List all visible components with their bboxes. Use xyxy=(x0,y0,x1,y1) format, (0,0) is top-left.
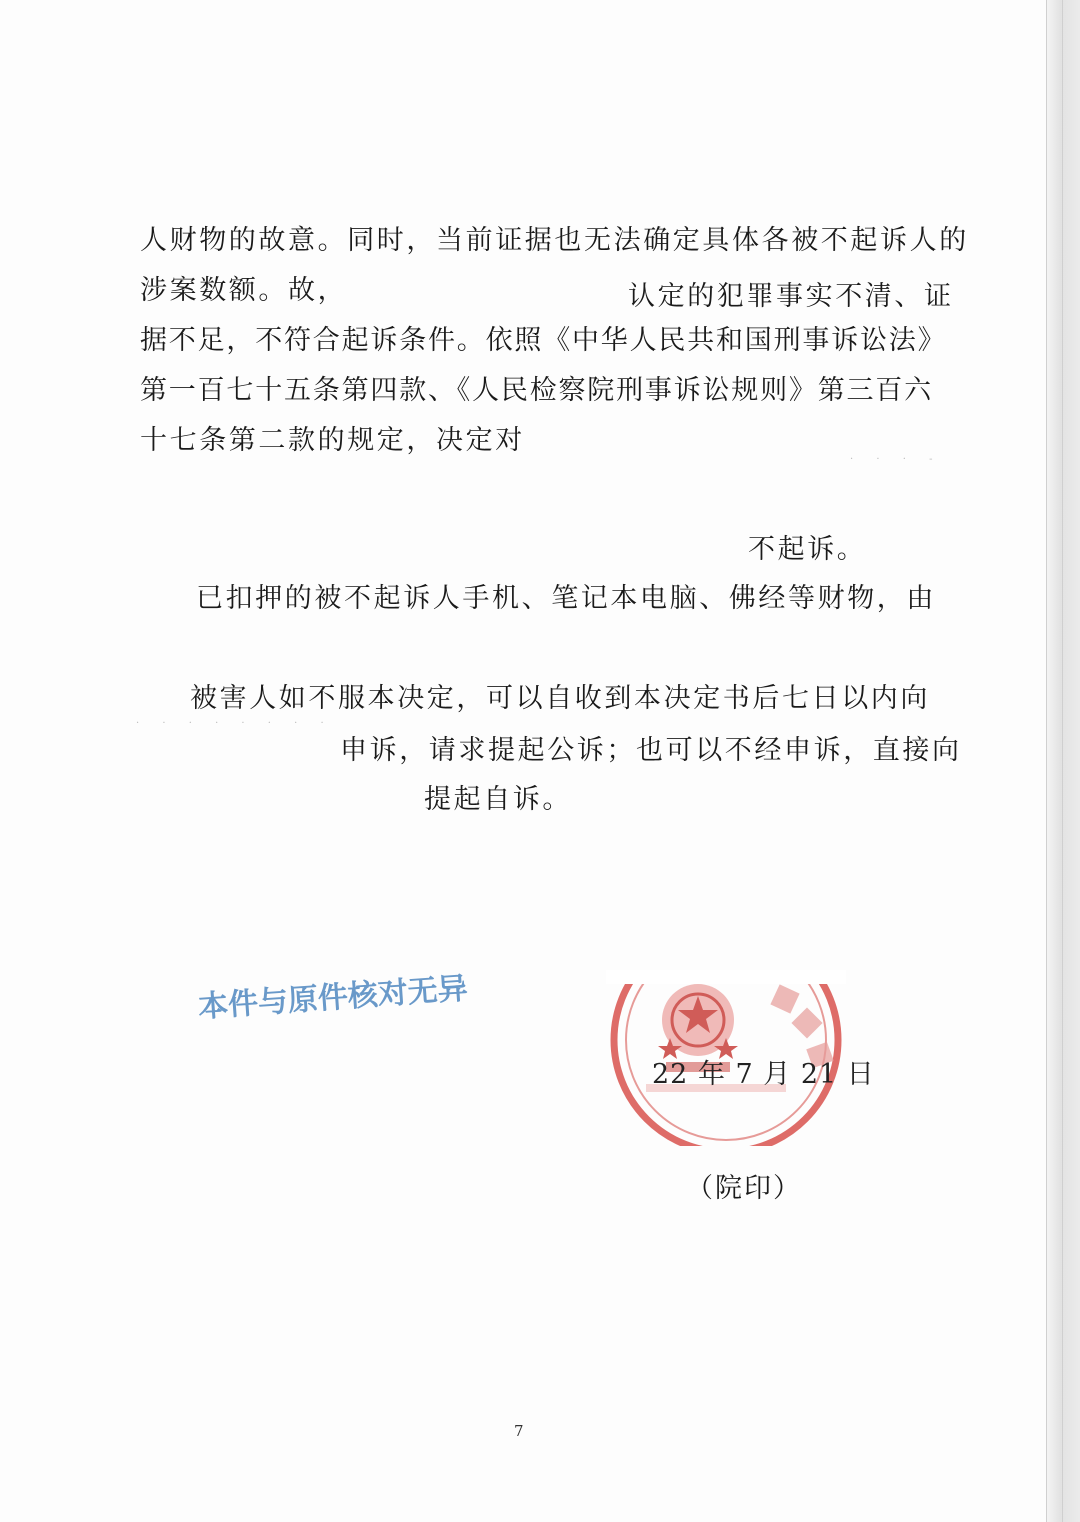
scan-edge-line xyxy=(1062,0,1063,1522)
text-line-7: 已扣押的被不起诉人手机、笔记本电脑、佛经等财物，由 xyxy=(196,583,936,614)
decision-date: 22 年 7 月 21 日 xyxy=(652,1059,875,1090)
text-line-9: 申诉，请求提起公诉；也可以不经申诉，直接向 xyxy=(340,735,962,766)
page-number: 7 xyxy=(514,1422,524,1440)
copy-verification-stamp: 本件与原件核对无异 xyxy=(197,971,469,1025)
text-line-2b: 认定的犯罪事实不清、证 xyxy=(628,281,954,312)
text-line-10: 提起自诉。 xyxy=(424,784,572,815)
scan-edge xyxy=(1046,0,1080,1522)
text-line-5: 十七条第二款的规定，决定对 xyxy=(140,425,525,456)
text-line-1: 人财物的故意。同时，当前证据也无法确定具体各被不起诉人的 xyxy=(140,225,969,256)
scan-noise-2: · · · · · · · · xyxy=(136,718,334,729)
seal-label: （院印） xyxy=(686,1173,802,1204)
court-seal-icon xyxy=(606,934,846,1146)
text-line-6: 不起诉。 xyxy=(748,534,867,565)
text-line-4: 第一百七十五条第四款、《人民检察院刑事诉讼规则》第三百六 xyxy=(140,375,933,406)
scan-noise: · · · - xyxy=(850,454,943,465)
text-line-3: 据不足，不符合起诉条件。依照《中华人民共和国刑事诉讼法》 xyxy=(140,325,947,356)
text-line-2a: 涉案数额。故， xyxy=(140,275,348,306)
text-line-8: 被害人如不服本决定，可以自收到本决定书后七日以内向 xyxy=(190,683,930,714)
